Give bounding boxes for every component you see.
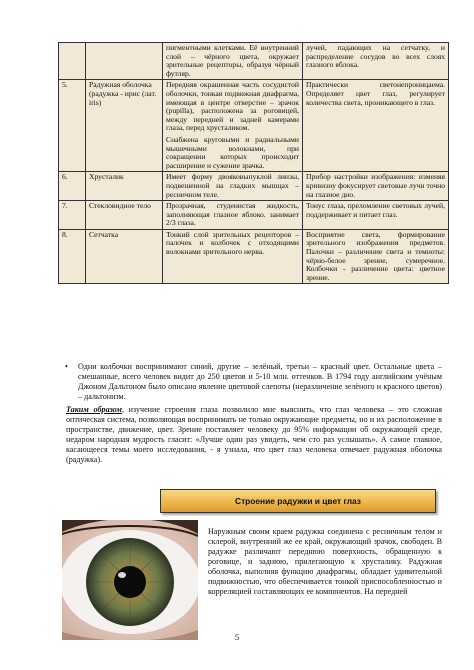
table-row (59, 43, 449, 80)
row-name: Хрусталик (86, 172, 163, 201)
conclusion-lead: Таким образом (66, 405, 122, 414)
row-description-text: Прозрачная, студенистая жидкость, заполняющая глазное яблоко. занимает 2/3 глаза. (166, 201, 299, 228)
row-description (163, 172, 303, 201)
table-row (59, 201, 449, 230)
table-row (59, 80, 449, 172)
table-body (59, 43, 449, 284)
row-function: лучей, падающих на сетчатку, и распределение сосудов во всех слоях глазного яблока. (303, 43, 449, 80)
row-description (163, 229, 303, 284)
bullet-paragraph (65, 362, 442, 402)
row-function: Прибор настройки изображения: изменяя кривизну фокусирует световые лучи точно на глазное дно. (303, 172, 449, 201)
table-row (59, 172, 449, 201)
row-number: 6. (59, 172, 86, 201)
eye-structure-table (58, 42, 449, 284)
row-description-text: пигментными клетками. Её внутренний слой – чёрного цвета, окружает зрительные рецепторы, образуя чёрный футляр. (166, 43, 299, 78)
row-function: Тонус глаза, преломление световых лучей, поддерживает и питает глаз. (303, 201, 449, 230)
section-title-banner (160, 489, 436, 513)
row-number: 5. (59, 80, 86, 172)
row-number (59, 43, 86, 80)
row-description (163, 80, 303, 172)
page-number: 5 (234, 632, 240, 642)
iris-description: Наружным своим краем радужка соединена с ресничным телом и склерой, внутренний же ее край, окружающий зрачок, свободен. В радужке различают переднюю поверхность, обращенную к роговице, и заднюю, прилегающую к хрусталику. Радужная оболочка, выполняя функцию диафрагмы, обладает удивительной подвижностью, что обеспечивается тонкой приспособленностью и корреляцией составляющих ее компонентов. На передней (208, 527, 442, 596)
bullet-dot-icon: • (65, 362, 68, 371)
row-description-text: Передняя окрашенная часть сосудистой оболочки, тонкая подвижная диафрагма, имеющая в центре отверстие – зрачок (pupilla), расположена за роговицей, между передней и задней камерами глаза, перед хрусталиком. (166, 80, 299, 133)
conclusion-text: , изучение строения глаза позволило мне выяснить, что глаз человека – это сложная оптическая система, позволяющая воспринимать не только окружающие предметы, но и их расположение в пространстве, движение, цвет. Зрение поставляет человеку до 95% информации об окружающей среде, недаром народная мудрость гласит: «Лучше один раз увидеть, чем сто раз услышать». А самое главное, касающееся темы моего исследования, - я узнала, что цвет глаз человека отвечает радужная оболочка (радужка). (66, 405, 442, 464)
row-name (86, 43, 163, 80)
eye-iris-image (62, 520, 198, 640)
bullet-text: Одни колбочки воспринимают синий, другие – зелёный, третьи – красный цвет. Остальные цвета – смешанные, всего человек видит до 250 цветов и 5-10 млн. оттенков. В 1794 году английским учёным Джоном Дальтоном было описано явление цветовой слепоты (неразличение зелёного и красного цветов) – дальтонизм. (78, 362, 442, 401)
row-number: 8. (59, 229, 86, 284)
row-description (163, 201, 303, 230)
row-function: Восприятие света, формирование зрительного изображения предметов. Палочки – различение света и темноты: чёрно-белое зрение, сумеречное. Колбочки - различение цвета: цветное зрение. (303, 229, 449, 284)
row-description-text: Имеет форму двояковыпуклой линзы, подвешенной на гладких мышцах – ресничном теле. (166, 172, 299, 199)
row-number: 7. (59, 201, 86, 230)
row-description-text: Снабжена круговыми и радиальными мышечными волокнами, при сокращении которых происходит расширение и сужение зрачка. (166, 134, 299, 170)
row-description-text: Тонкий слой зрительных рецепторов – палочек и колбочек с отходящими волокнами зрительного нерва. (166, 229, 299, 257)
conclusion-paragraph (66, 405, 442, 465)
section-title: Строение радужки и цвет глаз (235, 496, 361, 506)
row-name: Сетчатка (86, 229, 163, 284)
row-name: Стекловидное тело (86, 201, 163, 230)
row-description (163, 43, 303, 80)
eye-photo (62, 520, 198, 640)
row-name: Радужная оболочка (радужка - ирис (лат. iris) (86, 80, 163, 172)
table-row (59, 229, 449, 284)
row-function: Практически светонепроницаема. Определяет цвет глаз, регулирует количества света, проникающего в глаз. (303, 80, 449, 172)
